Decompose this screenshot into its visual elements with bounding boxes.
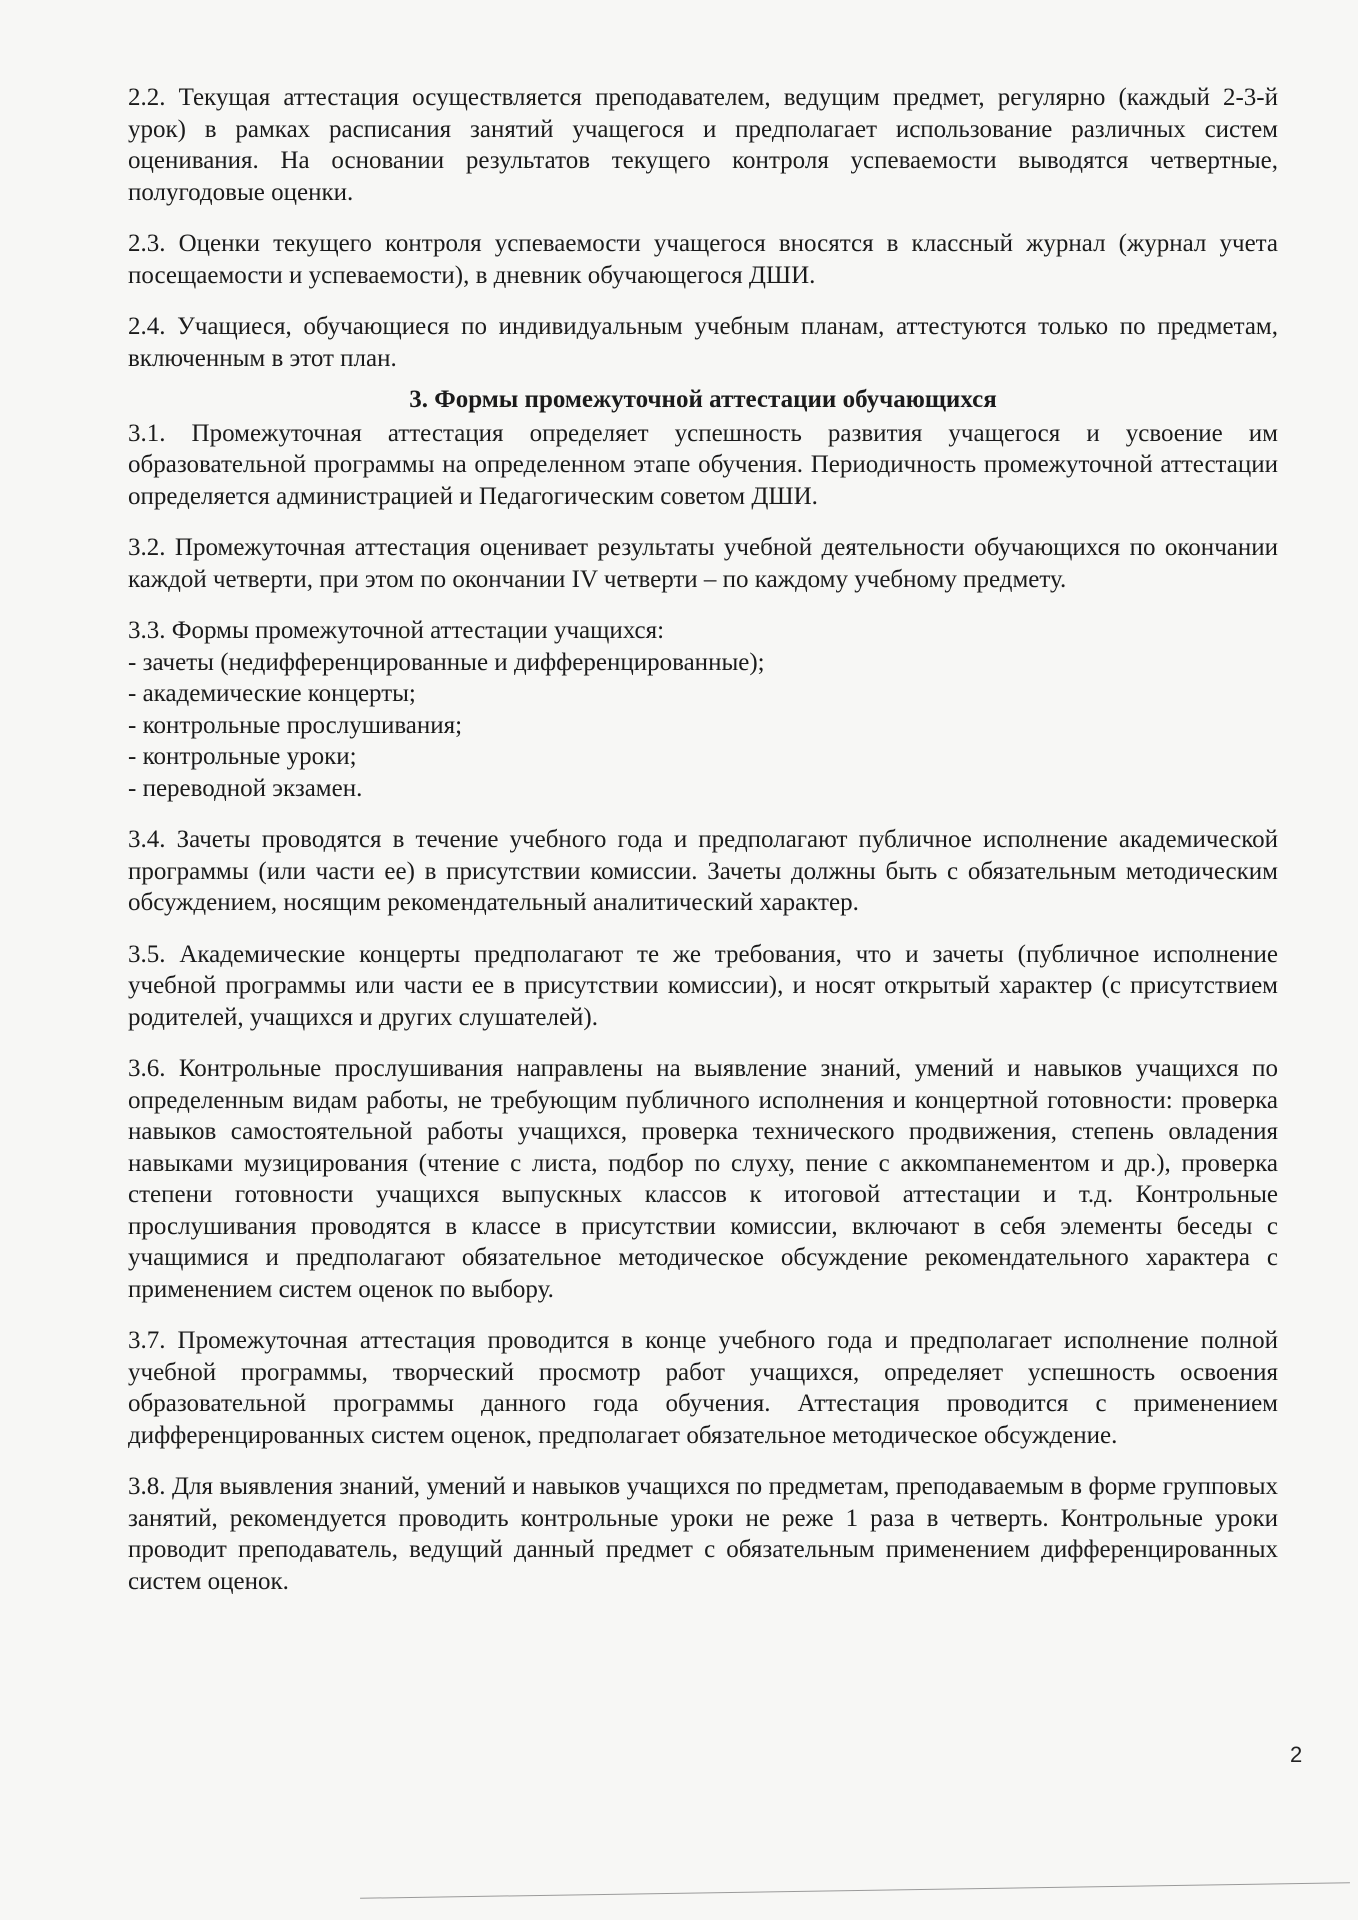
attestation-forms-list <box>128 647 1278 805</box>
paragraph-3-3: 3.3. Формы промежуточной аттестации учащихся: <box>128 617 665 644</box>
list-item: - контрольные уроки; <box>128 743 357 770</box>
list-item: - академические концерты; <box>128 680 416 707</box>
list-item: - зачеты (недифференцированные и дифференцированные); <box>128 648 765 676</box>
list-item: - контрольные прослушивания; <box>128 711 463 739</box>
scan-edge-line <box>360 1882 1350 1899</box>
section-heading: 3. Формы промежуточной аттестации обучающихся <box>409 386 997 413</box>
document-body <box>128 82 1278 1617</box>
list-item: - переводной экзамен. <box>128 774 363 802</box>
paragraph-3-5: 3.5. Академические концерты предполагают те же требования, что и зачеты (публичное исполнение учебной программы или части ее в присутствии комиссии), и носят открытый характер (с присутствием родителей, учащихся и других слушателей). <box>128 940 1278 1031</box>
paragraph-3-8: 3.8. Для выявления знаний, умений и навыков учащихся по предметам, преподаваемым в форме групповых занятий, рекомендуется проводить контрольные уроки не реже 1 раза в четверть. Контрольные уроки проводит преподаватель, ведущий данный предмет с обязательным применением дифференцированных систем оценок. <box>128 1473 1278 1595</box>
paragraph-3-4: 3.4. Зачеты проводятся в течение учебного года и предполагают публичное исполнение академической программы (или части ее) в присутствии комиссии. Зачеты должны быть с обязательным методическим обсуждением, носящим рекомендательный аналитический характер. <box>128 826 1278 916</box>
paragraph-2-2: 2.2. Текущая аттестация осуществляется преподавателем, ведущим предмет, регулярно (каждый 2-3-й урок) в рамках расписания занятий учащегося и предполагает использование различных систем оценивания. На основании результатов текущего контроля успеваемости выводятся четвертные, полугодовые оценки. <box>128 84 1278 206</box>
paragraph-3-6: 3.6. Контрольные прослушивания направлены на выявление знаний, умений и навыков учащихся по определенным видам работы, не требующим публичного исполнения и концертной готовности: проверка навыков самостоятельной работы учащихся, проверка технического продвижения, степень овладения навыками музицирования (чтение с листа, подбор по слуху, пение с аккомпанементом и др.), проверка степени готовности учащихся выпускных классов к итоговой аттестации и т.д. Контрольные прослушивания проводятся в классе в присутствии комиссии, включают в себя элементы беседы с учащимися и предполагают обязательное методическое обсуждение рекомендательного характера с применением систем оценок по выбору. <box>128 1055 1278 1303</box>
paragraph-2-4: 2.4. Учащиеся, обучающиеся по индивидуальным учебным планам, аттестуются только по предметам, включенным в этот план. <box>128 313 1278 372</box>
paragraph-3-2: 3.2. Промежуточная аттестация оценивает результаты учебной деятельности обучающихся по окончании каждой четверти, при этом по окончании IV четверти – по каждому учебному предмету. <box>128 534 1278 593</box>
paragraph-3-1: 3.1. Промежуточная аттестация определяет успешность развития учащегося и усвоение им образовательной программы на определенном этапе обучения. Периодичность промежуточной аттестации определяется администрацией и Педагогическим советом ДШИ. <box>128 419 1278 510</box>
paragraph-2-3: 2.3. Оценки текущего контроля успеваемости учащегося вносятся в классный журнал (журнал учета посещаемости и успеваемости), в дневник обучающегося ДШИ. <box>128 230 1278 289</box>
page-number: 2 <box>1290 1742 1303 1767</box>
paragraph-3-7: 3.7. Промежуточная аттестация проводится в конце учебного года и предполагает исполнение полной учебной программы, творческий просмотр работ учащихся, определяет успешность освоения образовательной программы данного года обучения. Аттестация проводится с применением дифференцированных систем оценок, предполагает обязательное методическое обсуждение. <box>128 1327 1278 1449</box>
